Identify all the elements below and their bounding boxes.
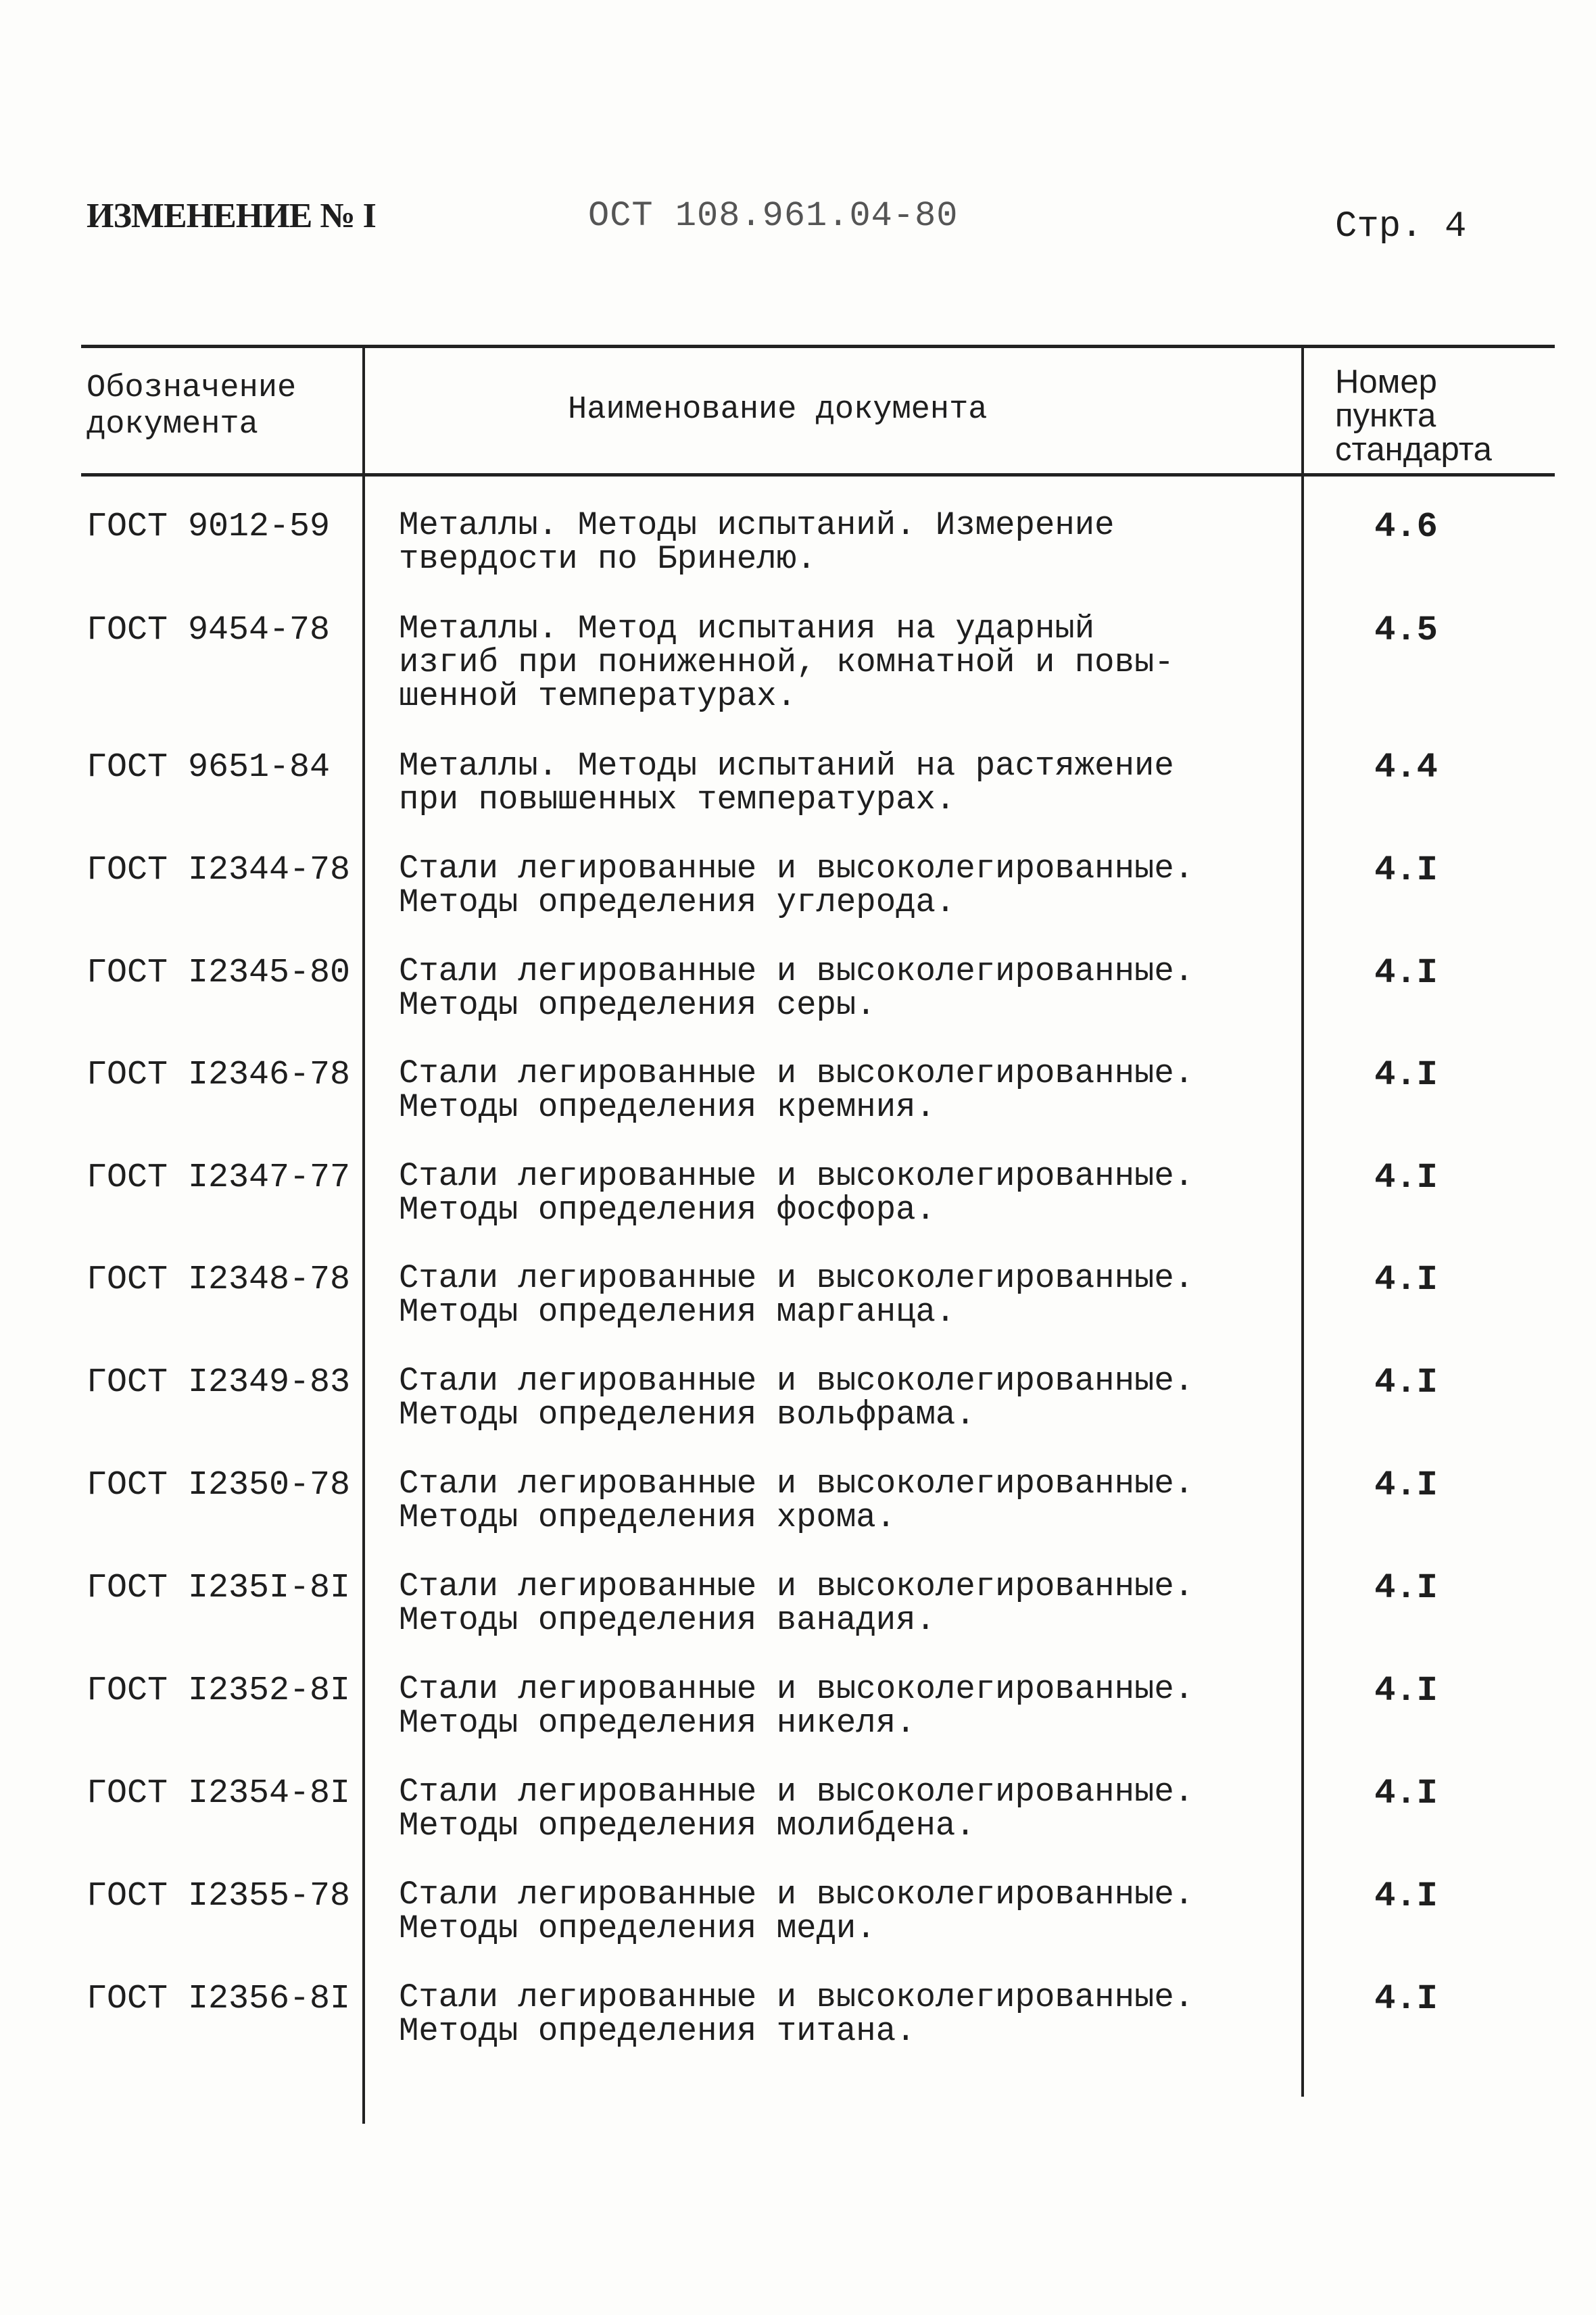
document-title: Металлы. Методы испытаний. Измерение твердости по Бринелю. [399,506,1115,578]
document-code: ГОСТ I2345-80 [87,954,351,992]
clause-number: 4.I [1374,1363,1438,1403]
clause-number: 4.5 [1374,610,1438,650]
document-code: ГОСТ I2346-78 [87,1056,351,1094]
document-code: ГОСТ I2354-8I [87,1774,351,1813]
document-code: ГОСТ I2352-8I [87,1672,351,1710]
document-code: ГОСТ I2344-78 [87,851,351,890]
column-divider-right [1301,346,1304,2097]
document-title: Стали легированные и высоколегированные. Методы определения серы. [399,952,1194,1024]
column-header-name: Наименование документа [568,392,988,428]
table-top-rule [81,345,1555,348]
document-code: ГОСТ 9012-59 [87,508,331,546]
table-header-rule [81,473,1555,477]
document-title: Металлы. Методы испытаний на растяжение при повышенных температурах. [399,747,1174,819]
document-code: ГОСТ I235I-8I [87,1569,351,1607]
clause-number: 4.I [1374,1876,1438,1916]
clause-number: 4.I [1374,1568,1438,1608]
column-header-clause-line1: Номер [1335,364,1437,400]
document-code: ГОСТ I2347-77 [87,1159,351,1197]
document-title: Стали легированные и высоколегированные. Методы определения меди. [399,1876,1194,1947]
clause-number: 4.I [1374,1671,1438,1711]
document-title: Стали легированные и высоколегированные. Методы определения никеля. [399,1670,1194,1742]
clause-number: 4.I [1374,850,1438,890]
document-code: ГОСТ I2355-78 [87,1877,351,1916]
clause-number: 4.6 [1374,507,1438,547]
document-code: ГОСТ 9651-84 [87,748,331,787]
clause-number: 4.I [1374,953,1438,993]
column-header-designation-line1: Обозначение [87,370,297,406]
document-title: Стали легированные и высоколегированные. Методы определения ванадия. [399,1567,1194,1639]
clause-number: 4.4 [1374,748,1438,787]
document-code: ГОСТ I2350-78 [87,1466,351,1505]
document-code: ГОСТ I2349-83 [87,1363,351,1402]
clause-number: 4.I [1374,1055,1438,1095]
document-title: Стали легированные и высоколегированные. Методы определения молибдена. [399,1773,1194,1845]
document-title: Стали легированные и высоколегированные. Методы определения вольфрама. [399,1362,1194,1434]
column-divider-left [362,346,365,2124]
amendment-label: ИЗМЕНЕНИЕ № I [87,197,376,235]
document-code: ГОСТ I2348-78 [87,1261,351,1299]
column-header-clause-line2: пункта [1335,397,1436,434]
page-number: Стр. 4 [1335,206,1467,247]
document-title: Стали легированные и высоколегированные. Методы определения фосфора. [399,1157,1194,1229]
document-title: Стали легированные и высоколегированные. Методы определения марганца. [399,1259,1194,1331]
document-title: Стали легированные и высоколегированные. Методы определения хрома. [399,1465,1194,1536]
clause-number: 4.I [1374,1465,1438,1505]
document-code: ГОСТ 9454-78 [87,611,331,650]
document-title: Металлы. Метод испытания на ударный изгиб при пониженной, комнатной и повы- шенной температурах. [399,610,1174,715]
document-title: Стали легированные и высоколегированные. Методы определения титана. [399,1978,1194,2050]
clause-number: 4.I [1374,1158,1438,1198]
clause-number: 4.I [1374,1979,1438,2019]
column-header-clause-line3: стандарта [1335,431,1492,468]
column-header-designation-line2: документа [87,407,258,443]
clause-number: 4.I [1374,1774,1438,1813]
document-title: Стали легированные и высоколегированные. Методы определения кремния. [399,1054,1194,1126]
document-title: Стали легированные и высоколегированные. Методы определения углерода. [399,850,1194,921]
document-code: ГОСТ I2356-8I [87,1980,351,2018]
standard-number: ОСТ 108.961.04-80 [588,196,959,236]
clause-number: 4.I [1374,1260,1438,1300]
